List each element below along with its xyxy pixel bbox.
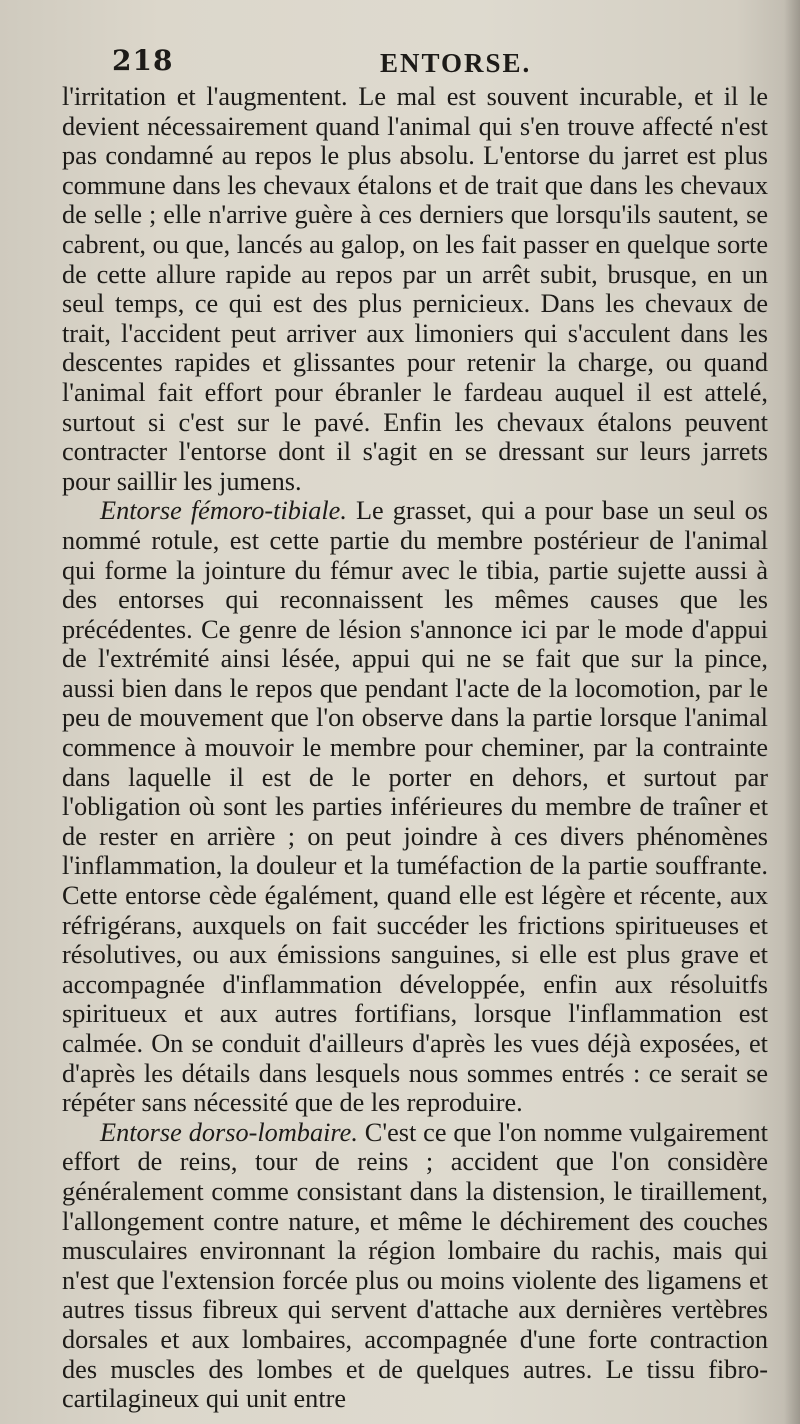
running-head: ENTORSE. [380,48,532,78]
section-lead-dorso-lombaire: Entorse dorso-lombaire. [100,1117,358,1147]
body-text [62,82,768,1414]
paragraph-jarret [62,82,768,496]
paragraph-femoro-tibiale [62,496,768,1117]
paragraph-text: l'irritation et l'augmentent. Le mal est souvent incurable, et il le devient nécessairement quand l'animal qui s'en trouve affecté n'est pas condamné au repos le plus absolu. L'entorse du jarret est plus commune dans les chevaux étalons et de trait que dans les chevaux de selle ; elle n'arrive guère à ces derniers que lorsqu'ils sautent, se cabrent, ou que, lancés au galop, on les fait passer en quelque sorte de cette allure rapide au repos par un arrêt subit, brusque, en un seul temps, ce qui est des plus pernicieux. Dans les chevaux de trait, l'accident peut arriver aux limoniers qui s'acculent dans les descentes rapides et glissantes pour retenir la charge, ou quand l'animal fait effort pour ébranler le fardeau auquel il est attelé, surtout si c'est sur le pavé. Enfin les chevaux étalons peuvent contracter l'entorse dont il s'agit en se dressant sur leurs jarrets pour saillir les jumens. [62,82,768,496]
paragraph-dorso-lombaire [62,1118,768,1414]
page-edge-shadow [784,0,800,1424]
page-number: 218 [112,44,174,77]
paragraph-text: Le grasset, qui a pour base un seul os nommé rotule, est cette partie du membre postérieur de l'animal qui forme la jointure du fémur avec le tibia, partie sujette aussi à des entorses qui reconnaissent les mêmes causes que les précédentes. Ce genre de lésion s'annonce ici par le mode d'appui de l'extrémité ainsi lésée, appui qui ne se fait que sur la pince, aussi bien dans le repos que pendant l'acte de la locomotion, par le peu de mouvement que l'on observe dans la partie lorsque l'animal commence à mouvoir le membre pour cheminer, par la contrainte dans laquelle il est de le porter en dehors, et surtout par l'obligation où sont les parties inférieures du membre de traîner et de rester en arrière ; on peut joindre à ces divers phénomènes l'inflammation, la douleur et la tuméfaction de la partie souffrante. Cette entorse cède égalément, quand elle est légère et récente, aux réfrigérans, auxquels on fait succéder les frictions spiritueuses et résolutives, ou aux émissions sanguines, si elle est plus grave et accompagnée d'inflammation développée, enfin aux résoluitfs spiritueux et aux autres fortifians, lorsque l'inflammation est calmée. On se conduit d'ailleurs d'après les vues déjà exposées, et d'après les détails dans lesquels nous sommes entrés : ce serait se répéter sans nécessité que de les reproduire. [62,496,768,1118]
paragraph-text: C'est ce que l'on nomme vulgairement effort de reins, tour de reins ; accident que l'on considère généralement comme consistant dans la distension, le tiraillement, l'allongement contre nature, et même le déchirement des couches musculaires environnant la région lombaire du rachis, mais qui n'est que l'extension forcée plus ou moins violente des ligamens et autres tissus fibreux qui servent d'attache aux dernières vertèbres dorsales et aux lombaires, accompagnée d'une forte contraction des muscles des lombes et de quelques autres. Le tissu fibro-cartilagineux qui unit entre [62,1117,768,1414]
page-header [100,44,740,84]
section-lead-femoro-tibiale: Entorse fémoro-tibiale. [100,496,347,526]
